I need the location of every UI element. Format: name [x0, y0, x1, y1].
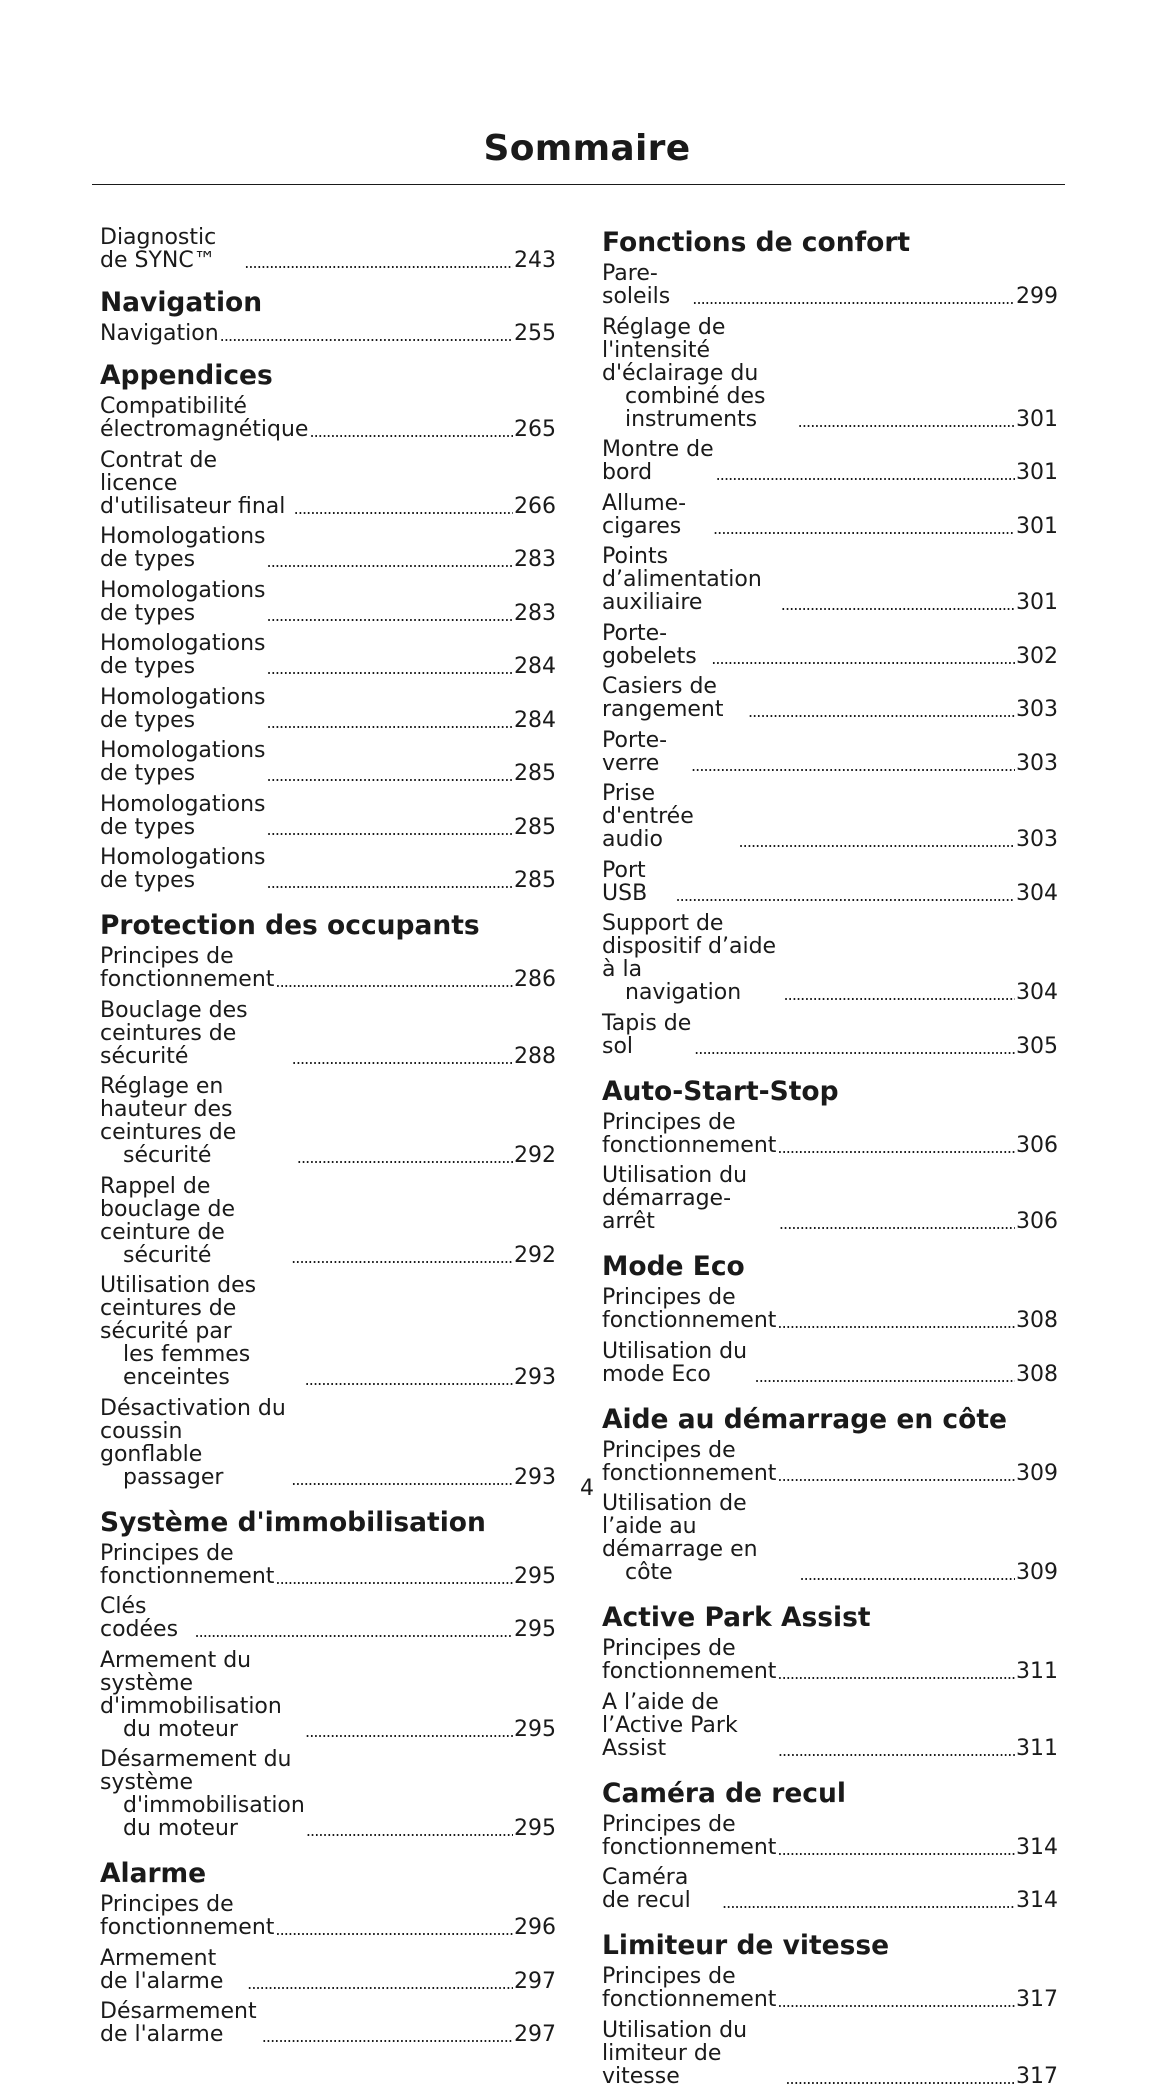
toc-section-fonctions-de-confort [602, 226, 1058, 1058]
toc-entry[interactable] [602, 1492, 1058, 1584]
toc-entry[interactable] [602, 316, 1058, 431]
toc-entry-label: Principes de fonctionnement [100, 1892, 275, 1940]
toc-entry-label [100, 1175, 290, 1267]
toc-entry-label: Homologations de types [100, 791, 266, 840]
dot-leader [798, 412, 1015, 431]
toc-page-number: 303 [1016, 827, 1058, 852]
toc-entry-label: Principes de fonctionnement [602, 1285, 777, 1333]
toc-entry-label: Principes de fonctionnement [602, 1811, 777, 1860]
toc-page-number: 265 [514, 417, 556, 442]
toc-right-column [602, 226, 1058, 2095]
toc-left-column [100, 226, 556, 2054]
toc-entry-label-line1: Réglage de l'intensité d'éclairage du [602, 314, 759, 386]
toc-entry-label: Contrat de licence d'utilisateur final [100, 447, 286, 519]
dot-leader [777, 1840, 1015, 1859]
toc-entry-label: Caméra de recul [602, 1865, 691, 1913]
section-heading: Fonctions de confort [602, 227, 911, 258]
toc-entry-label-line2: combiné des instruments [625, 383, 766, 432]
dot-leader [305, 1722, 513, 1741]
toc-page-number: 288 [514, 1043, 556, 1069]
dot-leader [722, 1893, 1015, 1912]
toc-entry-label: A l’aide de l’Active Park Assist [602, 1689, 738, 1761]
toc-entry-label [602, 912, 782, 1004]
dot-leader [777, 1664, 1015, 1683]
dot-leader [777, 1138, 1015, 1157]
toc-entry[interactable] [100, 1397, 556, 1489]
toc-page-number: 309 [1016, 1560, 1058, 1585]
toc-page-number: 308 [1016, 1308, 1058, 1333]
dot-leader [297, 1148, 513, 1167]
toc-entry[interactable] [602, 912, 1058, 1004]
toc-page-number: 305 [1016, 1033, 1058, 1059]
toc-entry-label: Casiers de rangement [602, 674, 724, 722]
toc-entry[interactable] [602, 859, 1058, 905]
toc-entry-label: Homologations de types [100, 684, 266, 733]
toc-page-number: 317 [1016, 1987, 1058, 2012]
toc-page-number: 314 [1016, 1834, 1058, 1860]
toc-entry-label: Allume-cigares [602, 490, 687, 539]
toc-page-number: 285 [514, 814, 556, 840]
toc-page-number: 295 [514, 1563, 556, 1589]
dot-leader [748, 702, 1015, 721]
toc-section-auto-start-stop [602, 1075, 1058, 1234]
dot-leader [262, 2027, 513, 2046]
toc-entry[interactable] [602, 729, 1058, 775]
toc-entry-label: Bouclage des ceintures de sécurité [100, 997, 248, 1069]
toc-entry-label: Montre de bord [602, 437, 714, 485]
toc-page-number: 306 [1016, 1209, 1058, 1234]
toc-entry-label: Homologations de types [100, 631, 266, 679]
toc-entry[interactable] [602, 675, 1058, 721]
toc-page-number: 303 [1016, 750, 1058, 776]
toc-entry-label-line1: Armement du système d'immobilisation [100, 1647, 282, 1719]
toc-entry-label: Pare-soleils [602, 261, 671, 309]
toc-entry[interactable] [602, 782, 1058, 851]
toc-entry[interactable] [100, 1175, 556, 1267]
toc-entry[interactable] [100, 1649, 556, 1741]
toc-section-active-park-assist [602, 1601, 1058, 1760]
toc-entry[interactable] [100, 793, 556, 839]
toc-entry-label: Armement de l'alarme [100, 1945, 224, 1994]
dot-leader [267, 766, 513, 785]
toc-page-number: 302 [1016, 643, 1058, 669]
toc-entry-label-line1: Désactivation du coussin gonflable [100, 1395, 286, 1467]
toc-page-number: 283 [514, 600, 556, 626]
toc-entry-label: Homologations de types [100, 738, 266, 786]
toc-entry-label [602, 316, 797, 431]
toc-entry[interactable] [100, 1893, 556, 1939]
dot-leader [267, 659, 513, 678]
toc-page-number: 311 [1016, 1735, 1058, 1761]
dot-leader [291, 1248, 513, 1267]
dot-leader [694, 1039, 1015, 1058]
toc-entry[interactable] [100, 686, 556, 732]
dot-leader [738, 832, 1015, 851]
toc-page-number: 285 [514, 761, 556, 786]
toc-page-number: 295 [514, 1816, 556, 1841]
toc-entry[interactable] [100, 999, 556, 1068]
dot-leader [711, 649, 1015, 668]
dot-leader [275, 1920, 513, 1939]
toc-entry-label: Clés codées [100, 1594, 179, 1642]
toc-entry[interactable] [100, 1075, 556, 1167]
title-divider [92, 184, 1065, 185]
dot-leader [275, 972, 513, 991]
toc-entry[interactable] [602, 1340, 1058, 1386]
toc-entry-label [100, 1274, 304, 1389]
toc-entry[interactable] [602, 1012, 1058, 1058]
section-heading: Navigation [100, 287, 263, 318]
toc-entry-label-line1: Rappel de bouclage de ceinture de [100, 1173, 236, 1245]
toc-entry[interactable] [100, 226, 556, 272]
toc-entry-label [602, 1492, 798, 1584]
dot-leader [692, 289, 1015, 308]
toc-entry[interactable] [100, 579, 556, 625]
toc-page-number: 293 [514, 1464, 556, 1490]
dot-leader [777, 1313, 1015, 1332]
toc-section-mode-eco [602, 1250, 1058, 1386]
dot-leader [309, 422, 513, 441]
toc-entry[interactable] [100, 1748, 556, 1840]
toc-entry-label: Port USB [602, 857, 648, 906]
dot-leader [799, 1565, 1015, 1584]
toc-entry-label-line2: les femmes enceintes [123, 1342, 251, 1390]
toc-page-number: 309 [1016, 1460, 1058, 1486]
toc-entry-label: Porte-verre [602, 727, 668, 776]
toc-page-number: 293 [514, 1365, 556, 1390]
toc-entry-label-line2: navigation [625, 980, 742, 1005]
toc-section-limiteur-de-vitesse [602, 1929, 1058, 2088]
dot-leader [305, 1370, 513, 1389]
toc-page-number: 243 [514, 248, 556, 273]
dot-leader [220, 326, 513, 345]
toc-page-number: 304 [1016, 980, 1058, 1005]
section-heading: Système d'immobilisation [100, 1506, 486, 1538]
toc-entry-label-line2: sécurité [123, 1242, 212, 1268]
section-heading: Appendices [100, 360, 273, 391]
dot-leader [691, 756, 1015, 775]
toc-page-number: 286 [514, 967, 556, 992]
toc-entry-label [100, 1748, 305, 1840]
dot-leader [785, 2069, 1015, 2088]
toc-page-number: 299 [1016, 284, 1058, 309]
toc-page-number: 308 [1015, 1361, 1058, 1387]
section-heading: Protection des occupants [100, 910, 480, 941]
section-heading: Aide au démarrage en côte [602, 1403, 1007, 1435]
toc-entry-label: Homologations de types [100, 577, 266, 626]
toc-page-number: 284 [514, 654, 556, 679]
toc-page-number: 292 [514, 1143, 556, 1168]
page-title: Sommaire [483, 128, 691, 169]
toc-entry[interactable] [100, 1947, 556, 1993]
toc-entry-label-line2: du moteur [123, 1716, 238, 1742]
dot-leader [779, 1214, 1015, 1233]
toc-page-number: 297 [514, 2022, 556, 2047]
toc-entry-label: Principes de fonctionnement [602, 1964, 777, 2012]
section-heading: Auto-Start-Stop [602, 1075, 839, 1107]
dot-leader [267, 820, 513, 839]
toc-entry-label: Homologations de types [100, 524, 266, 572]
toc-entry-label: Points d’alimentation auxiliaire [602, 544, 762, 615]
dot-leader [306, 1821, 513, 1840]
dot-leader [267, 606, 513, 625]
toc-entry[interactable] [100, 632, 556, 678]
toc-page-number: 295 [514, 1716, 556, 1742]
dot-leader [194, 1622, 513, 1641]
toc-page-number: 292 [514, 1242, 556, 1268]
toc-page-number: 306 [1016, 1132, 1058, 1158]
toc-page-number: 283 [514, 547, 556, 572]
toc-entry-label: Utilisation du démarrage-arrêt [602, 1163, 748, 1234]
toc-entry-label: Utilisation du mode Eco [602, 1338, 748, 1387]
dot-leader [781, 595, 1015, 614]
toc-entry[interactable] [602, 1111, 1058, 1157]
toc-entry-label-line2: d'immobilisation du moteur [123, 1793, 305, 1841]
toc-entry-label-line1: Réglage en hauteur des ceintures de [100, 1074, 237, 1145]
section-heading: Alarme [100, 1858, 207, 1889]
toc-page-number: 301 [1016, 590, 1058, 615]
toc-entry[interactable] [602, 1637, 1058, 1683]
toc-page-number: 285 [514, 868, 556, 893]
toc-entry[interactable] [602, 2019, 1058, 2088]
dot-leader [713, 519, 1015, 538]
toc-page-number: 301 [1016, 513, 1058, 539]
toc-entry[interactable] [602, 438, 1058, 484]
toc-entry-label: Navigation [100, 321, 219, 346]
toc-page-number: 255 [514, 321, 556, 346]
toc-entry[interactable] [100, 525, 556, 571]
toc-entry[interactable] [602, 1286, 1058, 1332]
toc-section-alarme [100, 1857, 556, 2046]
dot-leader [244, 253, 513, 272]
toc-entry[interactable] [100, 1542, 556, 1588]
toc-section-protection-des-occupants [100, 909, 556, 1489]
toc-entry[interactable] [602, 1813, 1058, 1859]
toc-section-camera-de-recul [602, 1777, 1058, 1913]
dot-leader [783, 985, 1015, 1004]
page-number: 4 [580, 1476, 594, 1501]
toc-entry-label: Désarmement de l'alarme [100, 1999, 257, 2047]
dot-leader [777, 1992, 1015, 2011]
toc-entry[interactable] [100, 1274, 556, 1389]
toc-entry-label [100, 1075, 296, 1167]
toc-entry-label: Principes de fonctionnement [602, 1437, 777, 1486]
toc-entry-label-line2: côte [625, 1560, 673, 1585]
toc-entry[interactable] [602, 1866, 1058, 1912]
section-heading: Caméra de recul [602, 1777, 846, 1809]
toc-entry-label [100, 1397, 290, 1489]
toc-section-navigation [100, 286, 556, 345]
dot-leader [267, 873, 513, 892]
toc-page-number: 284 [514, 707, 556, 733]
toc-page-number: 297 [514, 1968, 556, 1994]
toc-entry-label-line1: Utilisation des ceintures de sécurité par [100, 1273, 257, 1344]
toc-entry-label: Utilisation du limiteur de vitesse [602, 2017, 748, 2089]
toc-page-number: 311 [1016, 1659, 1058, 1684]
toc-entry-label: Homologations de types [100, 845, 266, 893]
toc-entry[interactable] [100, 449, 556, 518]
toc-entry[interactable] [602, 1691, 1058, 1760]
dot-leader [294, 499, 513, 518]
toc-entry-label-line1: Utilisation de l’aide au démarrage en [602, 1491, 758, 1562]
dot-leader [267, 552, 513, 571]
toc-entry-label: Principes de fonctionnement [100, 944, 275, 992]
toc-entry-label-line2: sécurité [123, 1143, 212, 1168]
toc-entry-label-line1: Désarmement du système [100, 1747, 292, 1795]
toc-entry[interactable] [100, 1595, 556, 1641]
dot-leader [778, 1741, 1015, 1760]
toc-section-intro [100, 226, 556, 272]
toc-entry-label: Compatibilité électromagnétique [100, 394, 309, 442]
dot-leader [267, 713, 513, 732]
dot-leader [676, 886, 1016, 905]
toc-page-number: 314 [1016, 1888, 1058, 1913]
toc-entry[interactable] [100, 322, 556, 345]
dot-leader [247, 1974, 513, 1993]
toc-page-number: 304 [1016, 880, 1058, 906]
toc-entry[interactable] [100, 945, 556, 991]
dot-leader [755, 1367, 1015, 1386]
section-heading: Active Park Assist [602, 1602, 871, 1633]
toc-entry[interactable] [602, 622, 1058, 668]
dot-leader [292, 1049, 513, 1068]
toc-entry[interactable] [100, 2000, 556, 2046]
dot-leader [716, 465, 1015, 484]
toc-entry-label-line2: passager [123, 1464, 224, 1490]
section-heading: Mode Eco [602, 1251, 745, 1282]
toc-page-number: 301 [1016, 460, 1058, 485]
toc-entry-label: Porte-gobelets [602, 620, 697, 669]
toc-section-appendices [100, 359, 556, 892]
toc-section-systeme-d-immobilisation [100, 1506, 556, 1841]
toc-entry[interactable] [602, 262, 1058, 308]
toc-page-number: 317 [1016, 2063, 1058, 2089]
toc-entry-label: Prise d'entrée audio [602, 781, 694, 852]
toc-entry-label: Diagnostic de SYNC™ [100, 225, 217, 273]
section-heading: Limiteur de vitesse [602, 1930, 890, 1961]
toc-entry[interactable] [602, 492, 1058, 538]
dot-leader [275, 1569, 513, 1588]
toc-page-number: 296 [514, 1915, 556, 1940]
toc-entry[interactable] [100, 395, 556, 441]
toc-entry-label [100, 1649, 304, 1741]
toc-page-number: 301 [1016, 406, 1058, 432]
toc-entry[interactable] [602, 1965, 1058, 2011]
toc-entry-label: Principes de fonctionnement [602, 1109, 777, 1158]
toc-page-number: 266 [514, 493, 556, 519]
toc-entry[interactable] [602, 1164, 1058, 1233]
toc-entry[interactable] [100, 846, 556, 892]
toc-page-number: 303 [1016, 697, 1058, 722]
toc-entry-label: Principes de fonctionnement [602, 1636, 777, 1684]
toc-entry[interactable] [100, 739, 556, 785]
toc-page-number: 295 [514, 1617, 556, 1642]
toc-entry-label-line1: Support de dispositif d’aide à la [602, 911, 777, 982]
toc-entry[interactable] [602, 545, 1058, 614]
toc-entry-label: Tapis de sol [602, 1010, 692, 1059]
toc-entry-label: Principes de fonctionnement [100, 1540, 275, 1589]
